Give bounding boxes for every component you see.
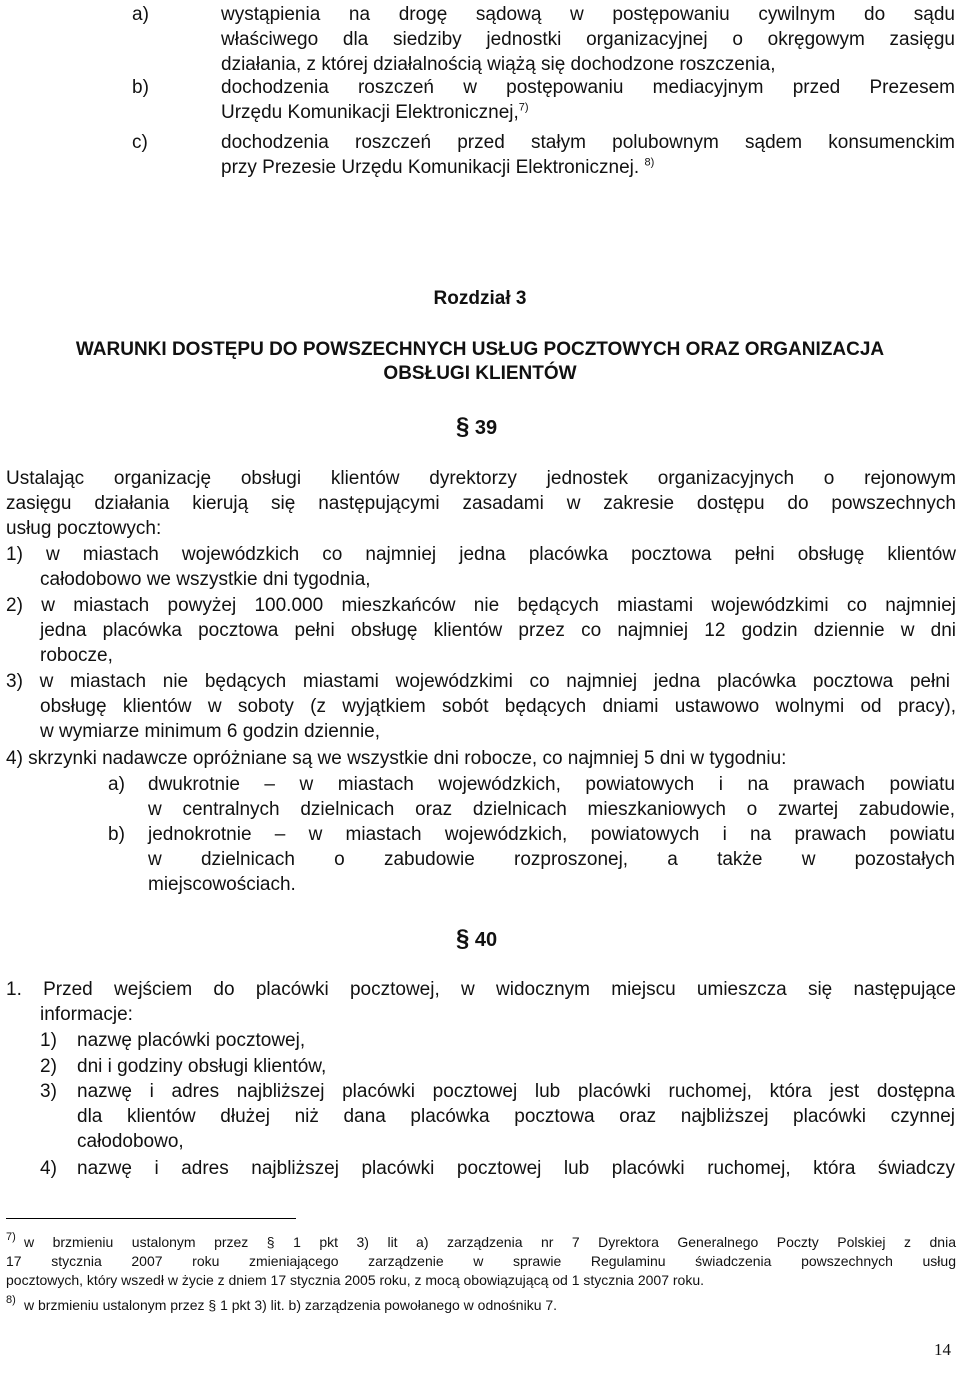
section-39-item-3 bbox=[6, 669, 956, 744]
sub-item-line: jednokrotnie – w miastach wojewódzkich, powiatowych i na prawach powiatu bbox=[148, 824, 955, 845]
section-symbol: § bbox=[456, 925, 470, 952]
item-line: 1) w miastach wojewódzkich co najmniej jedna placówka pocztowa pełni obsługę klientów bbox=[6, 544, 956, 565]
section-40-item-2: dni i godziny obsługi klientów, bbox=[77, 1056, 327, 1077]
list-item-a bbox=[221, 2, 955, 77]
section-39-item-2 bbox=[6, 593, 956, 668]
list-item-b bbox=[221, 75, 955, 125]
list-item-c-line: przy Prezesie Urzędu Komunikacji Elektronicznej. bbox=[221, 157, 640, 178]
footnote-line: w brzmieniu ustalonym przez § 1 pkt 3) lit a) zarządzenia nr 7 Dyrektora Generalnego Poczty Polskiej z dnia bbox=[24, 1234, 956, 1250]
item-line: dla klientów dłużej niż dana placówka pocztowa oraz najbliższej placówki czynnej bbox=[77, 1106, 955, 1127]
list-item-a-line: wystąpienia na drogę sądową w postępowaniu cywilnym do sądu bbox=[221, 4, 955, 25]
footnote-7-marker: 7) bbox=[6, 1231, 16, 1243]
list-item-b-line: Urzędu Komunikacji Elektronicznej, bbox=[221, 102, 519, 123]
item-line: w wymiarze minimum 6 godzin dziennie, bbox=[40, 721, 381, 742]
sub-marker-b: b) bbox=[108, 824, 125, 845]
section-39-item-1 bbox=[6, 542, 956, 592]
item-line: nazwę i adres najbliższej placówki pocztowej lub placówki ruchomej, która jest dostępna bbox=[77, 1081, 955, 1102]
list-item-a-line: działania, z której działalnością wiążą się dochodzone roszczenia, bbox=[221, 54, 776, 75]
item-line: 4) skrzynki nadawcze opróżniane są we wszystkie dni robocze, co najmniej 5 dni w tygodniu: bbox=[6, 748, 787, 769]
item-line: całodobowo we wszystkie dni tygodnia, bbox=[40, 569, 371, 590]
footnote-ref-7: 7) bbox=[518, 101, 529, 114]
list-item-c bbox=[221, 130, 955, 180]
sub-item-line: miejscowościach. bbox=[148, 874, 296, 895]
section-40-item-4 bbox=[77, 1156, 955, 1181]
section-40-intro bbox=[6, 977, 956, 1027]
section-40-item-3 bbox=[77, 1079, 955, 1154]
footnote-8: w brzmieniu ustalonym przez § 1 pkt 3) lit. b) zarządzenia powołanego w odnośniku 7. bbox=[24, 1297, 558, 1313]
sub-item-line: w centralnych dzielnicach oraz dzielnicach mieszkaniowych o zwartej zabudowie, bbox=[148, 799, 955, 820]
intro-line: zasięgu działania kierują się następującymi zasadami w zakresie dostępu do powszechnych bbox=[6, 493, 956, 514]
section-40-marker-1: 1) bbox=[40, 1030, 57, 1051]
sub-item-b bbox=[148, 822, 955, 897]
list-marker-c: c) bbox=[132, 132, 148, 153]
list-marker-a: a) bbox=[132, 4, 149, 25]
footnote-separator bbox=[6, 1218, 296, 1219]
intro-line: 1. Przed wejściem do placówki pocztowej, w widocznym miejscu umieszcza się następujące bbox=[6, 979, 956, 1000]
section-40-marker-3: 3) bbox=[40, 1081, 57, 1102]
section-40-marker-4: 4) bbox=[40, 1158, 57, 1179]
section-39-intro bbox=[6, 466, 956, 541]
list-marker-b: b) bbox=[132, 77, 149, 98]
section-40-heading bbox=[456, 924, 497, 955]
intro-line: usług pocztowych: bbox=[6, 518, 162, 539]
item-line: 2) w miastach powyżej 100.000 mieszkańców nie będących miastami wojewódzkimi co najmniej bbox=[6, 595, 956, 616]
footnote-line: pocztowych, który wszedł w życie z dniem 17 stycznia 2005 roku, z mocą obowiązującą od 1 stycznia 2007 roku. bbox=[6, 1272, 704, 1288]
chapter-title-line2: OBSŁUGI KLIENTÓW bbox=[383, 363, 577, 384]
item-line: jedna placówka pocztowa pełni obsługę klientów przez co najmniej 12 godzin dziennie w dni bbox=[40, 620, 956, 641]
item-line: całodobowo, bbox=[77, 1131, 184, 1152]
page-number: 14 bbox=[934, 1340, 951, 1359]
list-item-b-line: dochodzenia roszczeń w postępowaniu mediacyjnym przed Prezesem bbox=[221, 77, 955, 98]
list-item-a-line: właściwego dla siedziby jednostki organizacyjnej o okręgowym zasięgu bbox=[221, 29, 955, 50]
intro-line: informacje: bbox=[40, 1004, 133, 1025]
sub-item-line: dwukrotnie – w miastach wojewódzkich, powiatowych i na prawach powiatu bbox=[148, 774, 955, 795]
chapter-number: Rozdział 3 bbox=[433, 288, 527, 309]
sub-item-line: w dzielnicach o zabudowie rozproszonej, a także w pozostałych bbox=[148, 849, 955, 870]
footnote-7 bbox=[6, 1233, 956, 1290]
footnote-ref-8: 8) bbox=[644, 156, 655, 169]
section-40-item-1: nazwę placówki pocztowej, bbox=[77, 1030, 306, 1051]
section-symbol: § bbox=[456, 413, 470, 440]
footnote-line: 17 stycznia 2007 roku zmieniającego zarządzenie w sprawie Regulaminu świadczenia powszechnych usług bbox=[6, 1253, 956, 1269]
sub-marker-a: a) bbox=[108, 774, 125, 795]
item-line: obsługę klientów w soboty (z wyjątkiem sobót będących dniami ustawowo wolnymi od pracy), bbox=[40, 696, 956, 717]
item-line: nazwę i adres najbliższej placówki pocztowej lub placówki ruchomej, która świadczy bbox=[77, 1158, 955, 1179]
chapter-title-line1: WARUNKI DOSTĘPU DO POWSZECHNYCH USŁUG POCZTOWYCH ORAZ ORGANIZACJA bbox=[75, 339, 885, 360]
sub-item-a bbox=[148, 772, 955, 822]
item-line: 3) w miastach nie będących miastami wojewódzkimi co najmniej jedna placówka pocztowa pełni bbox=[6, 671, 950, 692]
list-item-c-line: dochodzenia roszczeń przed stałym polubownym sądem konsumenckim bbox=[221, 132, 955, 153]
section-number: 40 bbox=[474, 929, 498, 951]
section-40-marker-2: 2) bbox=[40, 1056, 57, 1077]
section-number: 39 bbox=[474, 417, 498, 439]
section-39-item-4 bbox=[6, 746, 956, 771]
footnote-8-marker: 8) bbox=[6, 1294, 16, 1306]
item-line: robocze, bbox=[40, 645, 113, 666]
intro-line: Ustalając organizację obsługi klientów dyrektorzy jednostek organizacyjnych o rejonowym bbox=[6, 468, 956, 489]
section-39-heading bbox=[456, 412, 497, 443]
